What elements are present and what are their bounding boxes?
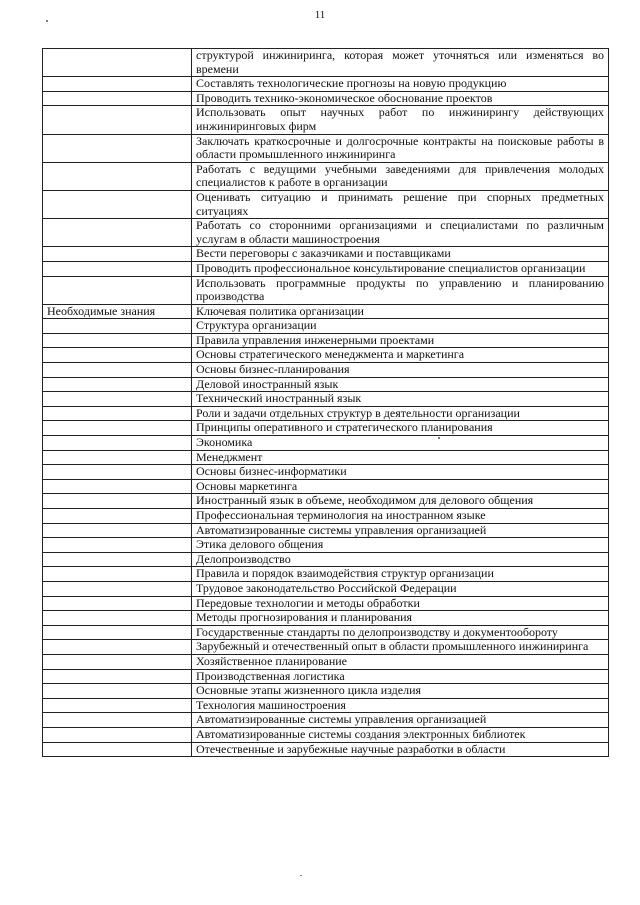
requirement-item: Оценивать ситуацию и принимать решение при спорных предметных ситуациях: [192, 190, 609, 218]
requirement-item: Этика делового общения: [192, 538, 609, 553]
requirement-item: Технология машиностроения: [192, 698, 609, 713]
section-label-cell: [43, 91, 192, 106]
table-row: [43, 596, 609, 611]
table-row: [43, 49, 609, 77]
section-label-cell: [43, 348, 192, 363]
requirement-item: Менеджмент: [192, 450, 609, 465]
scan-speck: [46, 20, 48, 22]
table-row: [43, 77, 609, 92]
section-label-cell: [43, 465, 192, 480]
section-label-cell: [43, 436, 192, 451]
section-label-cell: [43, 684, 192, 699]
section-label-cell: [43, 363, 192, 378]
requirement-item: Деловой иностранный язык: [192, 377, 609, 392]
table-row: [43, 742, 609, 757]
requirement-item: Принципы оперативного и стратегического планирования: [192, 421, 609, 436]
table-row: [43, 640, 609, 655]
table-row: [43, 247, 609, 262]
section-label-cell: [43, 450, 192, 465]
requirement-item: Использовать опыт научных работ по инжинирингу действующих инжиниринговых фирм: [192, 106, 609, 134]
section-label-cell: [43, 406, 192, 421]
section-label-cell: [43, 494, 192, 509]
section-label-cell: [43, 421, 192, 436]
table-row: [43, 538, 609, 553]
requirement-item: Ключевая политика организации: [192, 304, 609, 319]
section-label-cell: [43, 611, 192, 626]
section-label-cell: [43, 640, 192, 655]
competency-table: [42, 48, 609, 757]
section-label-cell: [43, 276, 192, 304]
section-label-cell: [43, 509, 192, 524]
section-label-cell: [43, 625, 192, 640]
requirement-item: Профессиональная терминология на иностранном языке: [192, 509, 609, 524]
table-row: [43, 684, 609, 699]
table-row: [43, 436, 609, 451]
requirement-item: Отечественные и зарубежные научные разработки в области: [192, 742, 609, 757]
section-label-cell: [43, 698, 192, 713]
table-row: [43, 581, 609, 596]
table-row: [43, 190, 609, 218]
table-row: [43, 261, 609, 276]
table-row: [43, 479, 609, 494]
table-row: [43, 406, 609, 421]
table-row: [43, 727, 609, 742]
table-row: [43, 494, 609, 509]
table-row: [43, 134, 609, 162]
table-row: [43, 654, 609, 669]
table-row: [43, 698, 609, 713]
table-row: [43, 348, 609, 363]
table-row: [43, 276, 609, 304]
scan-speck: [300, 875, 302, 876]
requirement-item: Производственная логистика: [192, 669, 609, 684]
requirement-item: Методы прогнозирования и планирования: [192, 611, 609, 626]
table-row: [43, 333, 609, 348]
section-label-cell: [43, 162, 192, 190]
section-label-cell: [43, 523, 192, 538]
requirement-item: Основы стратегического менеджмента и маркетинга: [192, 348, 609, 363]
requirement-item: Основные этапы жизненного цикла изделия: [192, 684, 609, 699]
requirement-item: Вести переговоры с заказчиками и поставщиками: [192, 247, 609, 262]
table-row: [43, 106, 609, 134]
requirement-item: Делопроизводство: [192, 552, 609, 567]
requirement-item: Правила и порядок взаимодействия структур организации: [192, 567, 609, 582]
section-label-cell: [43, 713, 192, 728]
section-label-cell: [43, 77, 192, 92]
requirement-item: Проводить технико-экономическое обоснование проектов: [192, 91, 609, 106]
section-label-cell: [43, 49, 192, 77]
competency-table-body: [43, 49, 609, 757]
table-row: [43, 450, 609, 465]
table-row: [43, 304, 609, 319]
section-label-cell: [43, 596, 192, 611]
requirement-item: Основы бизнес-информатики: [192, 465, 609, 480]
requirement-item: Государственные стандарты по делопроизводству и документообороту: [192, 625, 609, 640]
section-label-cell: [43, 654, 192, 669]
section-label: Необходимые знания: [43, 304, 192, 319]
section-label-cell: [43, 106, 192, 134]
requirement-item: Проводить профессиональное консультирование специалистов организации: [192, 261, 609, 276]
requirement-item: Зарубежный и отечественный опыт в области промышленного инжиниринга: [192, 640, 609, 655]
table-row: [43, 465, 609, 480]
section-label-cell: [43, 479, 192, 494]
section-label-cell: [43, 538, 192, 553]
requirement-item: Основы бизнес-планирования: [192, 363, 609, 378]
requirement-item: Использовать программные продукты по управлению и планированию производства: [192, 276, 609, 304]
table-row: [43, 611, 609, 626]
table-row: [43, 552, 609, 567]
table-row: [43, 509, 609, 524]
requirement-item: Автоматизированные системы создания электронных библиотек: [192, 727, 609, 742]
table-row: [43, 91, 609, 106]
table-row: [43, 669, 609, 684]
section-label-cell: [43, 567, 192, 582]
section-label-cell: [43, 219, 192, 247]
section-label-cell: [43, 333, 192, 348]
section-label-cell: [43, 727, 192, 742]
section-label-cell: [43, 134, 192, 162]
requirement-item: Правила управления инженерными проектами: [192, 333, 609, 348]
table-row: [43, 523, 609, 538]
section-label-cell: [43, 552, 192, 567]
section-label-cell: [43, 669, 192, 684]
table-row: [43, 162, 609, 190]
table-row: [43, 392, 609, 407]
requirement-item: Роли и задачи отдельных структур в деятельности организации: [192, 406, 609, 421]
requirement-item: Работать со сторонними организациями и специалистами по различным услугам в области машиностроения: [192, 219, 609, 247]
section-label-cell: [43, 247, 192, 262]
table-row: [43, 421, 609, 436]
page-number: 11: [314, 9, 326, 21]
requirement-item: Автоматизированные системы управления организацией: [192, 523, 609, 538]
requirement-item: Иностранный язык в объеме, необходимом для делового общения: [192, 494, 609, 509]
requirement-item: Составлять технологические прогнозы на новую продукцию: [192, 77, 609, 92]
table-row: [43, 319, 609, 334]
section-label-cell: [43, 742, 192, 757]
requirement-item: Структура организации: [192, 319, 609, 334]
section-label-cell: [43, 190, 192, 218]
requirement-item: Передовые технологии и методы обработки: [192, 596, 609, 611]
table-row: [43, 567, 609, 582]
requirement-item: Заключать краткосрочные и долгосрочные контракты на поисковые работы в области промышленного инжиниринга: [192, 134, 609, 162]
requirement-item: Экономика: [192, 436, 609, 451]
requirement-item: Автоматизированные системы управления организацией: [192, 713, 609, 728]
requirement-item: Технический иностранный язык: [192, 392, 609, 407]
table-row: [43, 713, 609, 728]
requirement-item: Хозяйственное планирование: [192, 654, 609, 669]
section-label-cell: [43, 377, 192, 392]
table-row: [43, 219, 609, 247]
section-label-cell: [43, 319, 192, 334]
requirement-item: Трудовое законодательство Российской Федерации: [192, 581, 609, 596]
requirement-item: структурой инжиниринга, которая может уточняться или изменяться во времени: [192, 49, 609, 77]
table-row: [43, 377, 609, 392]
section-label-cell: [43, 261, 192, 276]
section-label-cell: [43, 581, 192, 596]
table-row: [43, 625, 609, 640]
requirement-item: Работать с ведущими учебными заведениями для привлечения молодых специалистов к работе в организации: [192, 162, 609, 190]
requirement-item: Основы маркетинга: [192, 479, 609, 494]
section-label-cell: [43, 392, 192, 407]
table-row: [43, 363, 609, 378]
